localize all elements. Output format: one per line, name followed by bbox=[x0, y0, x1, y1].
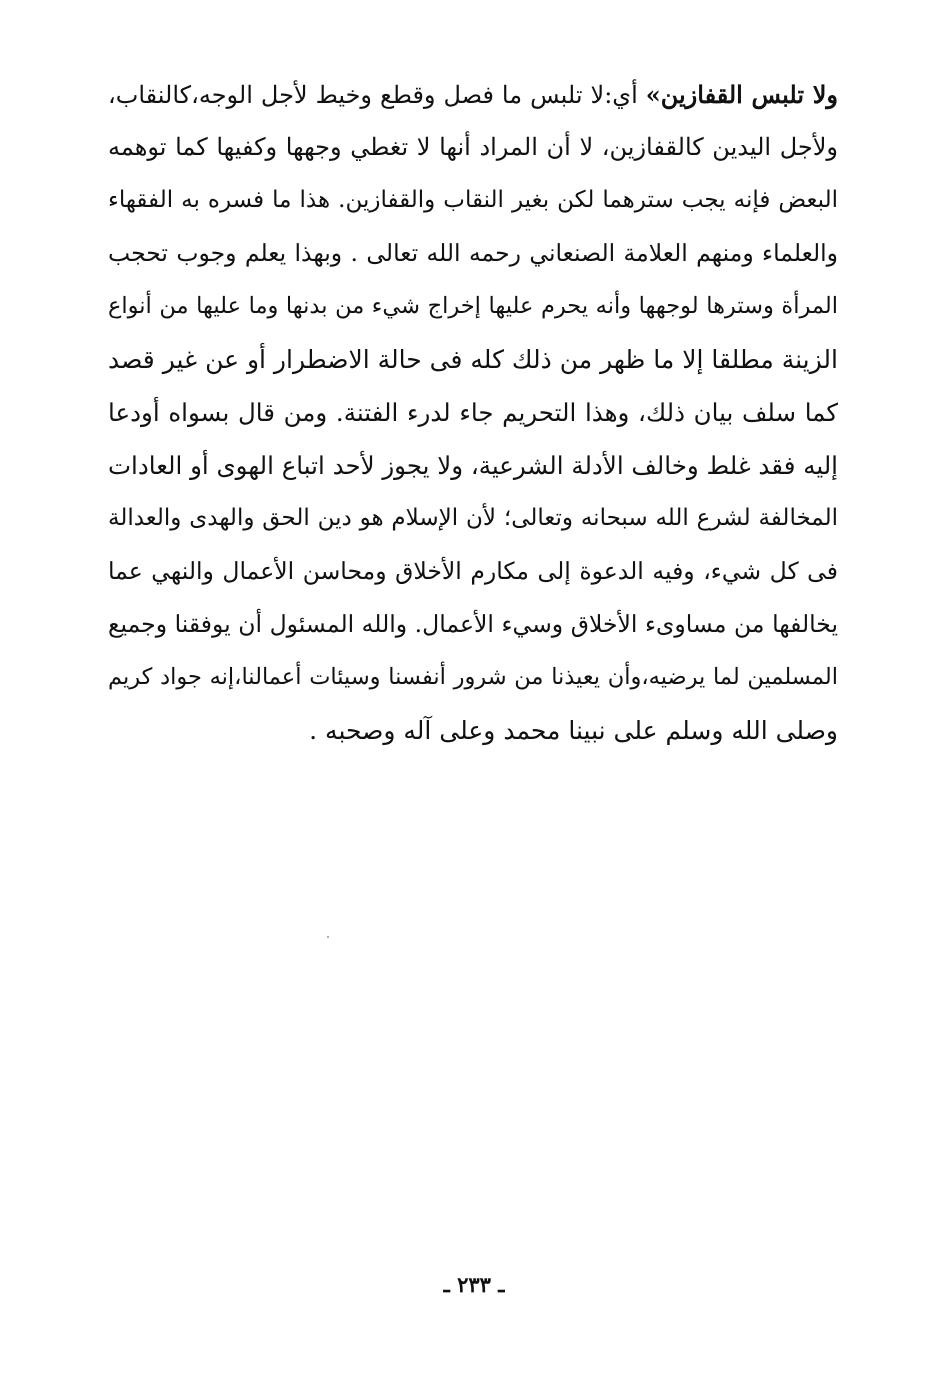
scan-speck bbox=[327, 936, 329, 938]
text-line-10: فى كل شيء، وفيه الدعوة إلى مكارم الأخلاق ومحاسن الأعمال والنهي عما bbox=[108, 557, 838, 585]
text-line-13: وصلى الله وسلم على نبينا محمد وعلى آله وصحبه . bbox=[309, 716, 838, 745]
text-line-5: المرأة وسترها لوجهها وأنه يحرم عليها إخراج شيء من بدنها وما عليها من أنواع bbox=[108, 293, 838, 319]
text-line-9: المخالفة لشرع الله سبحانه وتعالى؛ لأن الإسلام هو دين الحق والهدى والعدالة bbox=[108, 505, 838, 531]
text-line-12: المسلمين لما يرضيه،وأن يعيذنا من شرور أنفسنا وسيئات أعمالنا،إنه جواد كريم bbox=[108, 664, 838, 690]
text-line-1 bbox=[108, 68, 838, 121]
text-line-3: البعض فإنه يجب سترهما لكن بغير النقاب والقفازين. هذا ما فسره به الفقهاء bbox=[108, 187, 838, 213]
text-line-7: كما سلف بيان ذلك، وهذا التحريم جاء لدرء الفتنة. ومن قال بسواه أودعا bbox=[108, 398, 838, 427]
text-line-11: يخالفها من مساوىء الأخلاق وسيء الأعمال. والله المسئول أن يوفقنا وجميع bbox=[108, 610, 838, 638]
text-line-2: ولأجل اليدين كالقفازين، لا أن المراد أنها لا تغطي وجهها وكفيها كما توهمه bbox=[108, 133, 838, 161]
text-line-6: الزينة مطلقا إلا ما ظهر من ذلك كله فى حالة الاضطرار أو عن غير قصد bbox=[108, 345, 838, 374]
text-line-4: والعلماء ومنهم العلامة الصنعاني رحمه الله تعالى . وبهذا يعلم وجوب تحجب bbox=[108, 239, 838, 267]
body-paragraph bbox=[108, 68, 838, 757]
page-number: ـ ٢٣٣ ـ bbox=[443, 1272, 505, 1297]
bold-lead-phrase: ولا تلبس القفازين» bbox=[645, 80, 838, 109]
text-line-8: إليه فقد غلط وخالف الأدلة الشرعية، ولا يجوز لأحد اتباع الهوى أو العادات bbox=[108, 451, 838, 480]
text-line-1-rest: أي:لا تلبس ما فصل وقطع وخيط لأجل الوجه،كالنقاب، bbox=[108, 81, 646, 109]
